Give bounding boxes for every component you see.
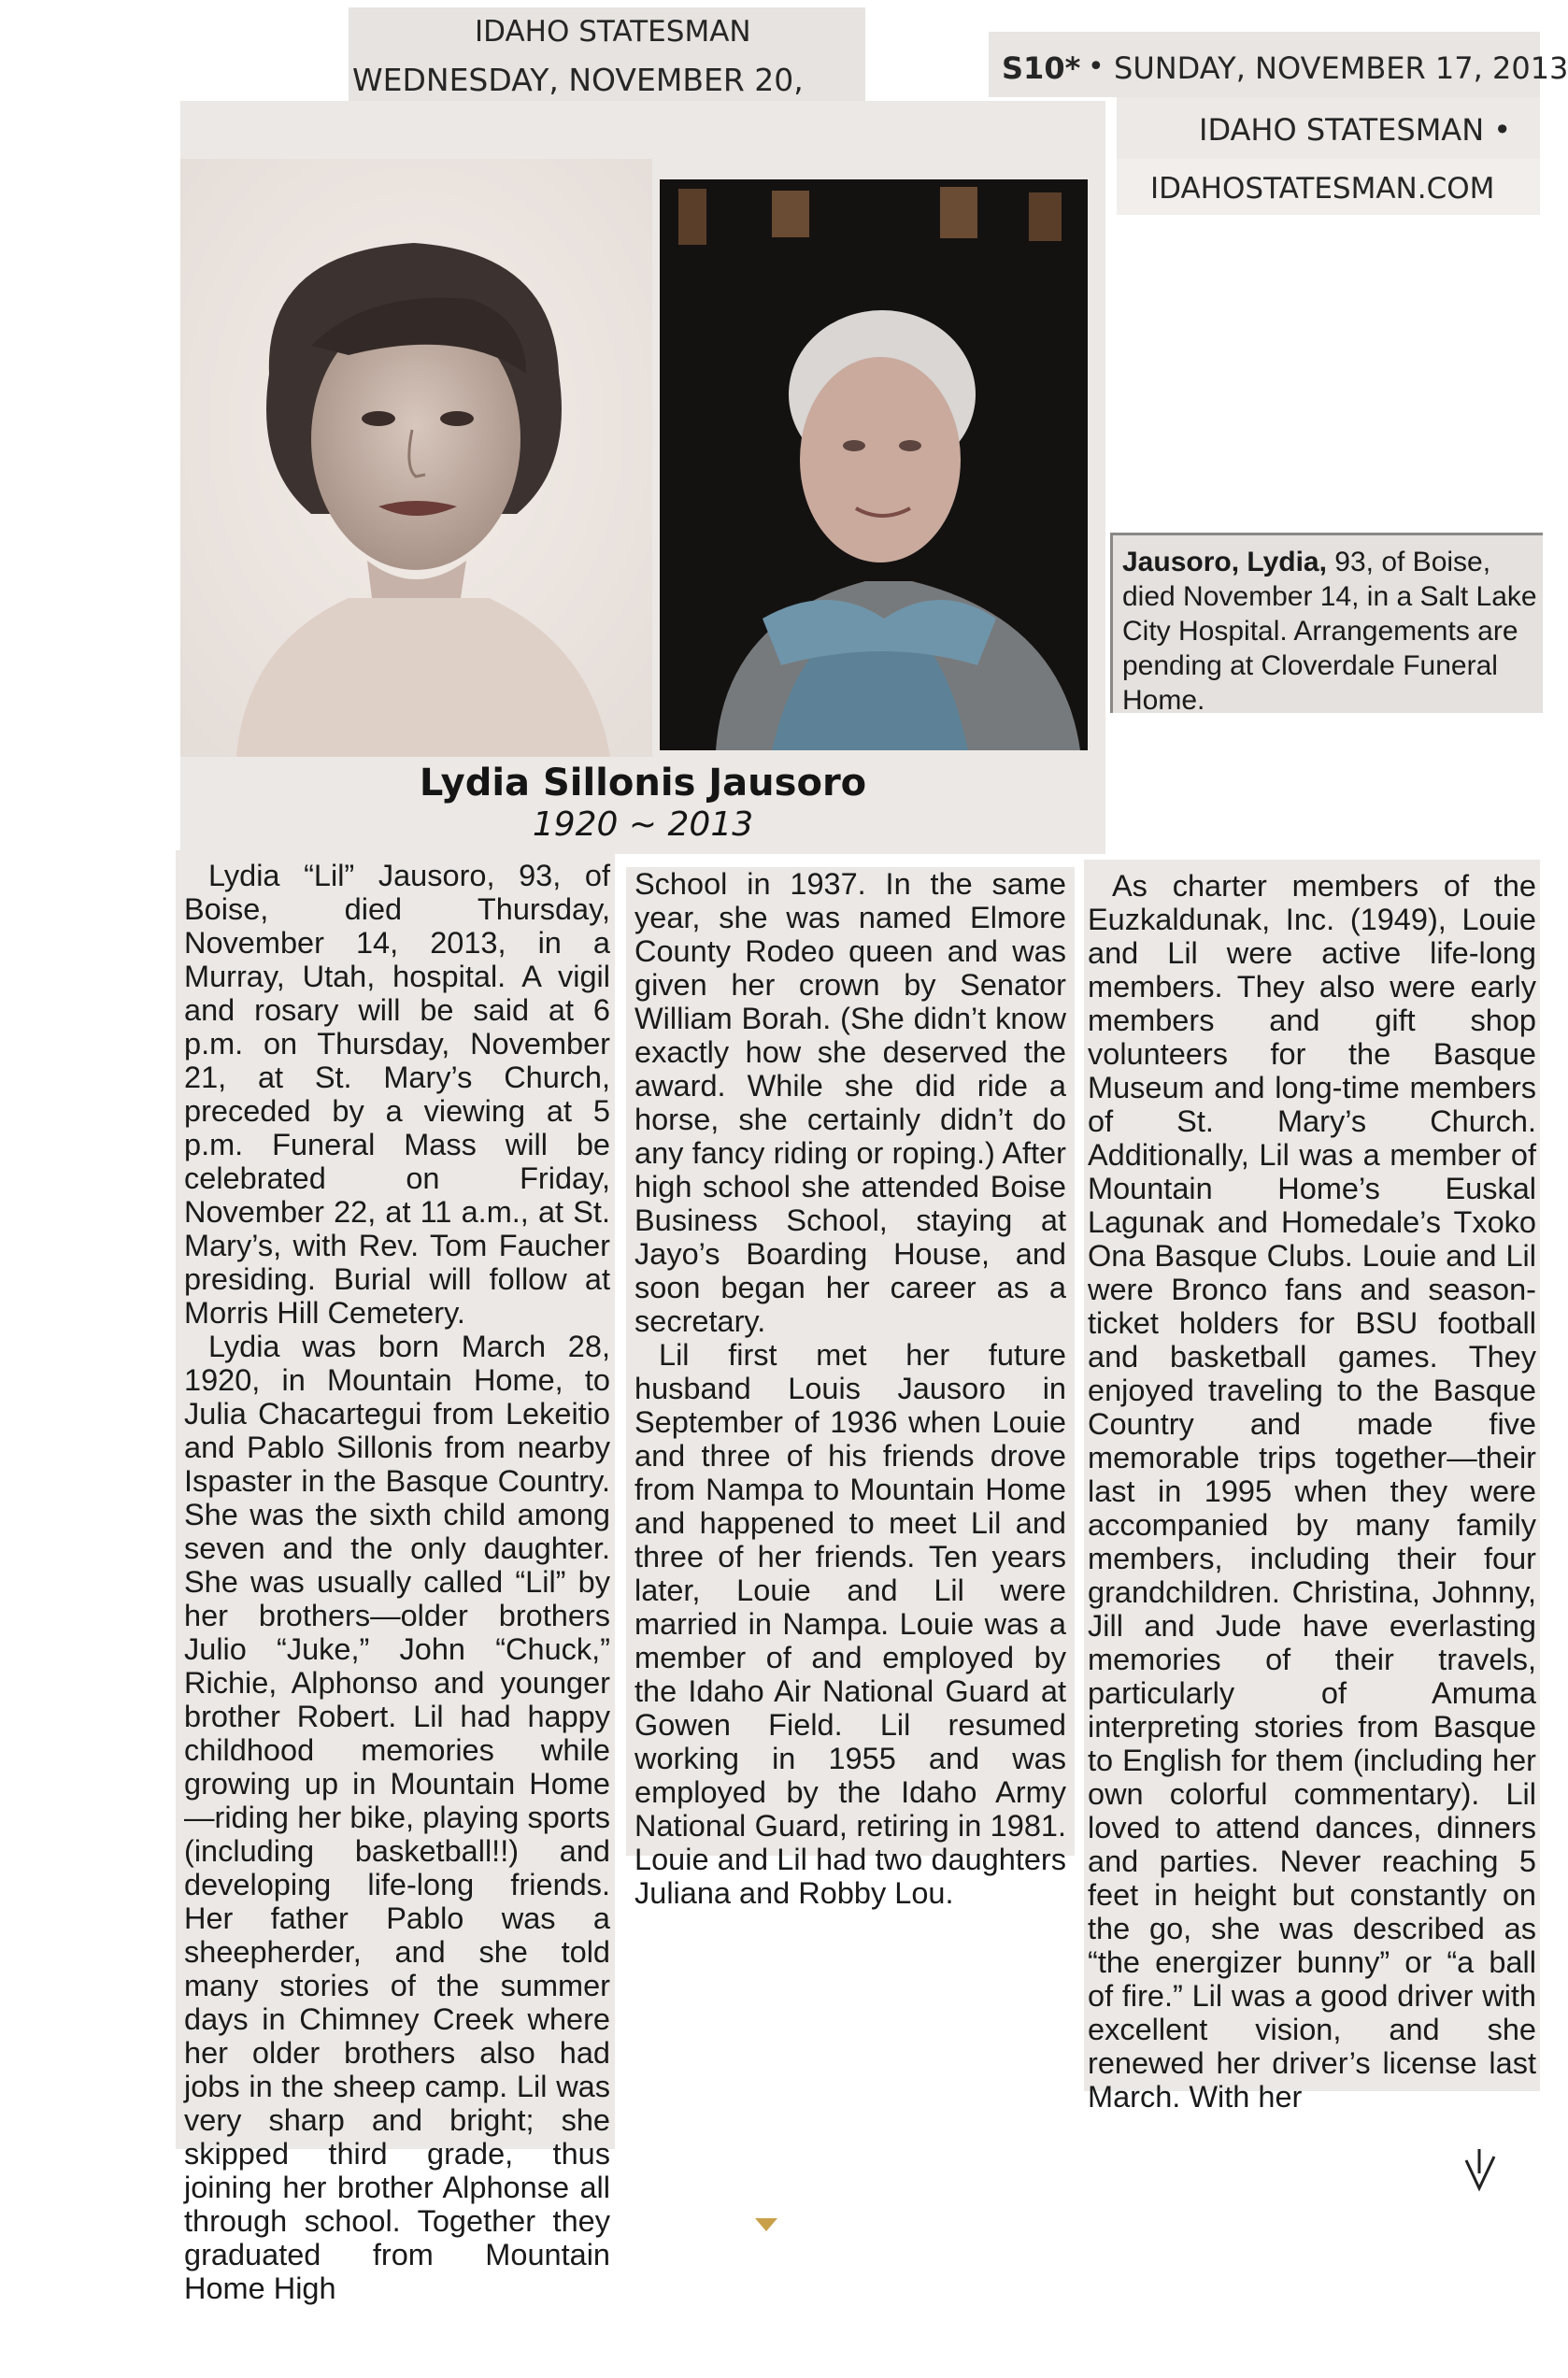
death-notice-text: 93, of Boise, died November 14, in a Salt Lake City Hospital. Arrangements are pending at Cloverdale Funeral Home. [1122, 547, 1537, 716]
portrait-young-image [180, 159, 652, 757]
column-3 [1088, 869, 1536, 2114]
death-notice-clip [1110, 533, 1543, 716]
paragraph: Lydia was born March 28, 1920, in Mountain Home, to Julia Chacartegui from Lekeitio and Pablo Sillonis from nearby Ispaster in the Basque Country. She was the sixth child among seven and the only daughter. She was usually called “Lil” by her brothers—older brothers Julio “Juke,” John “Chuck,” Richie, Alphonso and younger brother Robert. Lil had happy childhood memories while growing up in Mountain Home—riding her bike, playing sports (including basketball!!) and developing life-long friends. Her father Pablo was a sheepherder, and she told many stories of the summer days in Chimney Creek where her older brothers also had jobs in the sheep camp. Lil was very sharp and bright; she skipped third grade, thus joining her brother Alphonse all through school. Together they graduated from Mountain Home High [184, 1330, 610, 2305]
paragraph: Lydia “Lil” Jausoro, 93, of Boise, died Thursday, November 14, 2013, in a Murray, Utah, hospital. A vigil and rosary will be said at 6 p.m. on Thursday, November 21, at St. Mary’s Church, preceded by a viewing at 5 p.m. Funeral Mass will be celebrated on Friday, November 22, at 11 a.m., at St. Mary’s, with Rev. Tom Faucher presiding. Burial will follow at Morris Hill Cemetery. [184, 859, 610, 1330]
column-3-clip [1084, 860, 1540, 2114]
death-notice-name: Jausoro, Lydia, [1122, 547, 1327, 577]
portrait-young-photo [180, 159, 652, 757]
paragraph: School in 1937. In the same year, she was named Elmore County Rodeo queen and was given her crown by Senator William Borah. (She didn’t know exactly how she deserved the award. While she did ride a horse, she certainly didn’t do any fancy riding or roping.) After high school she attended Boise Business School, staying at Jayo’s Boarding House, and soon began her career as a secretary. [634, 867, 1066, 1338]
masthead-right-website: IDAHOSTATESMAN.COM [1150, 172, 1495, 206]
masthead-right-date: SUNDAY, NOVEMBER 17, 2013 [1114, 50, 1568, 86]
masthead-top-date: WEDNESDAY, NOVEMBER 20, [352, 62, 804, 98]
masthead-right-web-clip [1117, 159, 1540, 215]
masthead-right-paper-clip [1117, 97, 1540, 159]
column-1-clip [176, 850, 615, 2305]
masthead-top-paper: IDAHO STATESMAN [475, 15, 751, 49]
column-2 [634, 867, 1066, 1910]
bullet: • [1088, 50, 1105, 83]
death-notice [1122, 545, 1537, 718]
obituary-years: 1920 ~ 2013 [532, 805, 754, 844]
paragraph: As charter members of the Euzkaldunak, Inc. (1949), Louie and Lil were active life-long members. They also were early members and gift shop volunteers for the Basque Museum and long-time members of St. Mary’s Church. Additionally, Lil was a member of Mountain Home’s Euskal Lagunak and Homedale’s Txoko Ona Basque Clubs. Louie and Lil were Bronco fans and season-ticket holders for BSU football and basketball games. They enjoyed traveling to the Basque Country and made five memorable trips together—their last in 1995 when they were accompanied by many family members, including their four grandchildren. Christina, Johnny, Jill and Jude have everlasting memories of their travels, particularly of Amuma interpreting stories from Basque to English for them (including her own colorful commentary). Lil loved to attend dances, dinners and parties. Never reaching 5 feet in height but constantly on the go, she was described as “the energizer bunny” or “a ball of fire.” Lil was a good driver with excellent vision, and she renewed her driver’s license last March. With her [1088, 869, 1536, 2114]
portrait-older-photo [660, 179, 1088, 750]
paragraph: Lil first met her future husband Louis Jausoro in September of 1936 when Louie and three of his friends drove from Nampa to Mountain Home and happened to meet Lil and three of her friends. Ten years later, Louie and Lil were married in Nampa. Louie was a member of and employed by the Idaho Air National Guard at Gowen Field. Lil resumed working in 1955 and was employed by the Idaho Army National Guard, retiring in 1981. Louie and Lil had two daughters Juliana and Robby Lou. [634, 1338, 1066, 1910]
obituary-name: Lydia Sillonis Jausoro [419, 762, 867, 805]
pen-mark-icon [1462, 2149, 1500, 2196]
masthead-top-clip [349, 7, 865, 105]
column-1 [184, 859, 610, 2305]
masthead-right-clip [989, 32, 1568, 97]
page-number: S10* [1002, 50, 1081, 86]
portrait-older-image [660, 179, 1088, 750]
marker-mark-icon [755, 2216, 777, 2233]
masthead-right-paper: IDAHO STATESMAN • [1199, 112, 1512, 148]
column-2-clip [626, 867, 1075, 1910]
